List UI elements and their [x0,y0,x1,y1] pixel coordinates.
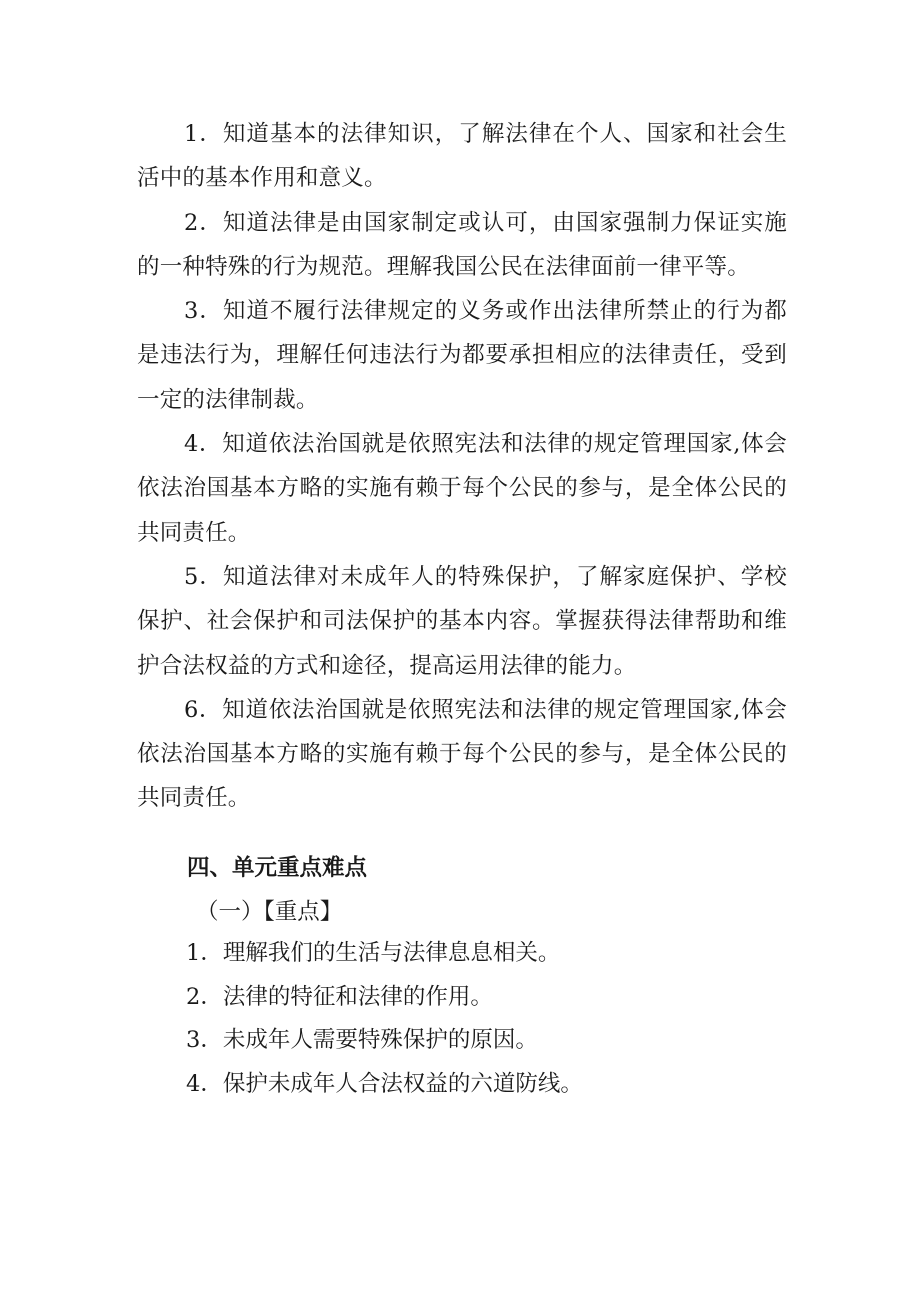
objective-paragraph-4: 4．知道依法治国就是依照宪法和法律的规定管理国家,体会依法治国基本方略的实施有赖于每个公民的参与，是全体公民的共同责任。 [137,431,787,546]
objective-paragraph-3: 3．知道不履行法律规定的义务或作出法律所禁止的行为都是违法行为，理解任何违法行为都要承担相应的法律责任，受到一定的法律制裁。 [137,298,787,413]
key-points-list [186,932,583,1106]
objectives-section [137,112,787,821]
key-point-item: 3．未成年人需要特殊保护的原因。 [186,1027,538,1053]
section-subheading: （一）【重点】 [196,899,343,925]
objective-paragraph-5: 5．知道法律对未成年人的特殊保护，了解家庭保护、学校保护、社会保护和司法保护的基本内容。掌握获得法律帮助和维护合法权益的方式和途径，提高运用法律的能力。 [137,563,787,679]
key-point-item: 2．法律的特征和法律的作用。 [186,983,493,1010]
key-point-item: 4．保护未成年人合法权益的六道防线。 [186,1070,583,1097]
objective-paragraph-2: 2．知道法律是由国家制定或认可，由国家强制力保证实施的一种特殊的行为规范。理解我国公民在法律面前一律平等。 [137,209,787,280]
objective-paragraph-6: 6．知道依法治国就是依照宪法和法律的规定管理国家,体会依法治国基本方略的实施有赖于每个公民的参与，是全体公民的共同责任。 [137,696,787,812]
key-point-item: 1．理解我们的生活与法律息息相关。 [186,940,561,966]
objective-paragraph-1: 1．知道基本的法律知识，了解法律在个人、国家和社会生活中的基本作用和意义。 [137,121,787,192]
section-heading: 四、单元重点难点 [187,855,368,881]
